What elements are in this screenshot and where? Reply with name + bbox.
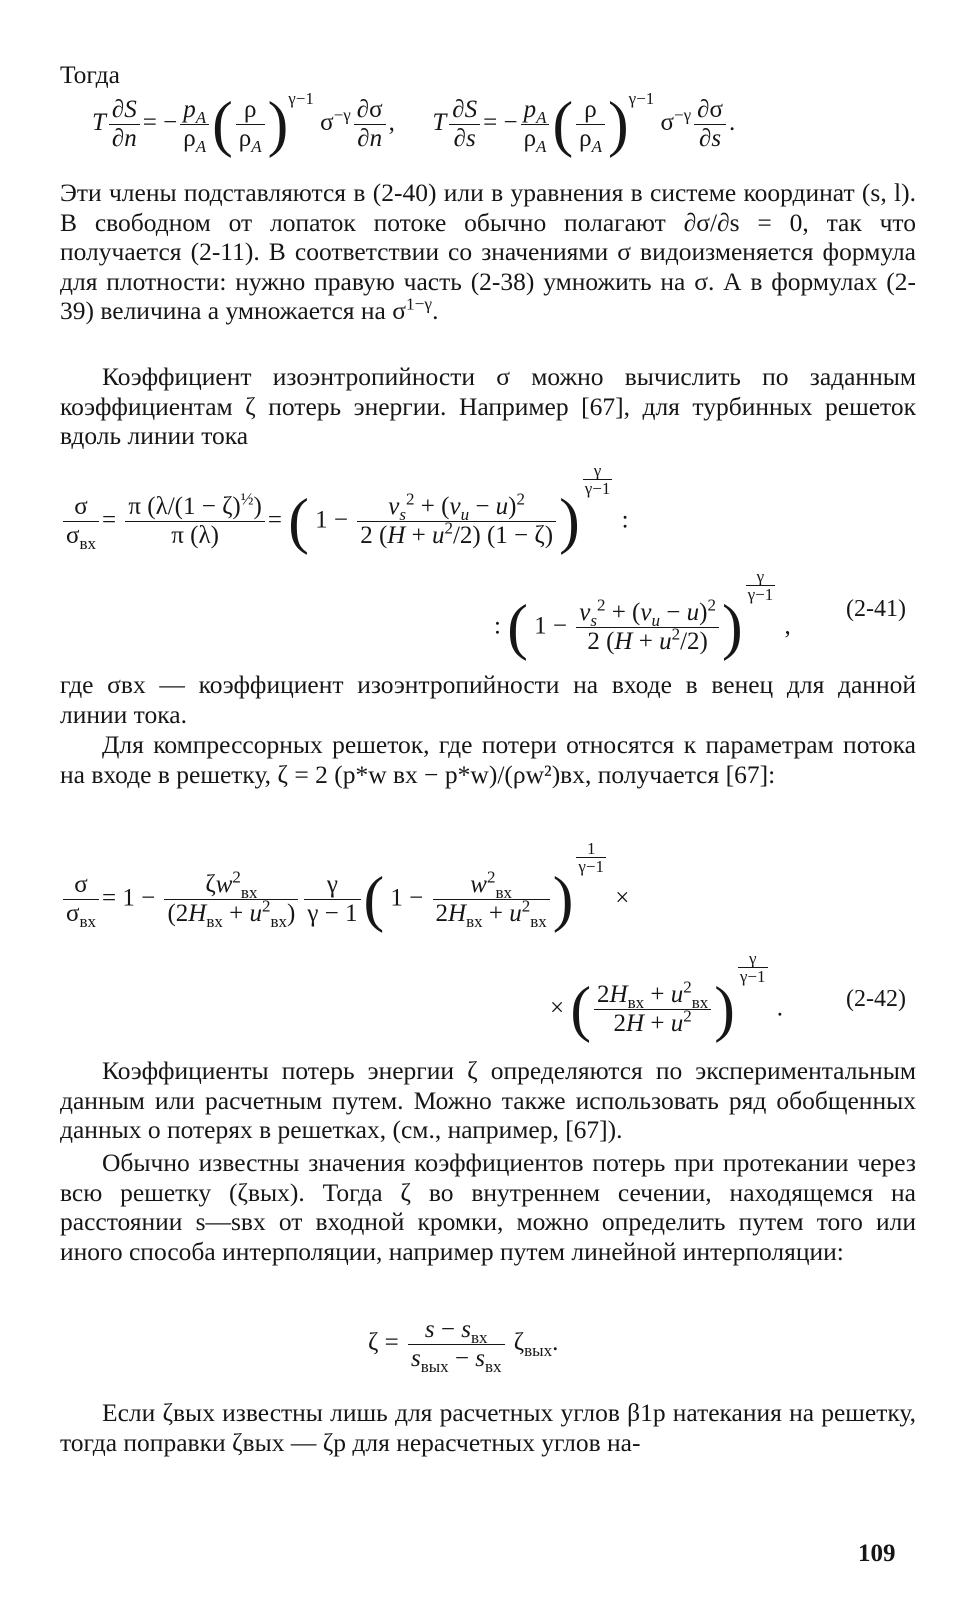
equation-2-42-line-1: σ $\sigma_{вх}$ = 1 − $\zeta w^2_{вх}$ $(2H_{вх} + u^2_{вх})$ $\frac{\gamma}{\gamma - 1}$ ( 1 − $w^2_{вх}$ $2H_{вх} + u^2_{вх}$ ) $^{\frac{1}{\gamma-1}}$ ×	[60, 840, 629, 931]
equation-2-41-line-1: σ $\sigma_{вх}$ = $\frac{\pi (\lambda/(1 - \zeta)^{\frac{1}{2}})}{\pi (\lambda)}$ = ( 1 − $\frac{v_s^2 + (v_u - u)^2}{2 (H + u^2/2) (1 - \zeta)}$ ) $^{\frac{\gamma}{\gamma-1}}$ :	[60, 462, 629, 553]
equation-2-42-line-2: × ( $2H_{вх} + u^2_{вх}$ $2H + u^2$ ) $^{\frac{\gamma}{\gamma-1}}$ .	[550, 949, 784, 1044]
equation-entropy-gradients: T $\frac{\partial S}{\partial n}$ = − $\frac{p_A}{\rho_A}$ ( $\frac{\rho}{\rho_A}$ )$^{\gamma-1}$ $\sigma^{-\gamma}$ $\frac{\partial\sigma}{\partial n}$ , T $\frac{\partial S}{\partial s}$ = − $\frac{p_A}{\rho_A}$ ( $\frac{\rho}{\rho_A}$ )$^{\gamma-1}$ $\sigma^{-\gamma}$ $\frac{\partial\sigma}{\partial s}$ .	[92, 89, 736, 159]
paragraph-2: Коэффициент изоэнтропийности σ можно вычислить по заданным коэффициентам ζ потерь энергии. Например [67], для турбинных решеток вдоль линии тока	[60, 362, 916, 451]
paragraph-1: Эти члены подставляются в (2-40) или в уравнения в системе координат (s, l). В свободном от лопаток потоке обычно полагают ∂σ/∂s = 0, так что получается (2-11). В соответствии со значениями σ видоизменяется формула для плотности: нужно правую часть (2-38) умножить на σ. А в формулах (2-39) величина a умножается на $\sigma^{1-\gamma}$.	[60, 178, 916, 326]
paragraph-3: где σвх — коэффициент изоэнтропийности на входе в венец для данной линии тока.	[60, 670, 916, 729]
equation-linear-interpolation: ζ = $s - s_{вх}$ $s_{вых} - s_{вх}$ $\zeta_{вых}$.	[368, 1316, 559, 1376]
page-number: 109	[858, 1540, 896, 1567]
equation-2-41-line-2: : ( 1 − $\frac{v_s^2 + (v_u - u)^2}{2 (H + u^2/2)}$ ) $^{\frac{\gamma}{\gamma-1}}$ ,	[494, 567, 791, 662]
loss-coefficient-formula: ζ = 2 (p*w вх − p*w)/(ρw²)вх	[277, 759, 585, 789]
equation-number-2-41: (2-41)	[846, 596, 906, 622]
equation-number-2-42: (2-42)	[846, 986, 906, 1012]
intro-word: Тогда	[60, 60, 120, 89]
paragraph-7: Если ζвых известны лишь для расчетных углов β1р натекания на решетку, тогда поправки ζвых — ζр для нерасчетных углов на-	[60, 1398, 916, 1457]
paragraph-4: Для компрессорных решеток, где потери относятся к параметрам потока на входе в решетку, ζ = 2 (p*w вх − p*w)/(ρw²)вх, получается [67]:	[60, 730, 916, 789]
paragraph-6: Обычно известны значения коэффициентов потерь при протекании через всю решетку (ζвых). Тогда ζ во внутреннем сечении, находящемся на расстоянии s—sвх от входной кромки, можно определить путем того или иного способа интерполяции, например путем линейной интерполяции:	[60, 1148, 916, 1266]
paragraph-5: Коэффициенты потерь энергии ζ определяются по экспериментальным данным или расчетным путем. Можно также использовать ряд обобщенных данных о потерях в решетках, (см., например, [67]).	[60, 1056, 916, 1145]
